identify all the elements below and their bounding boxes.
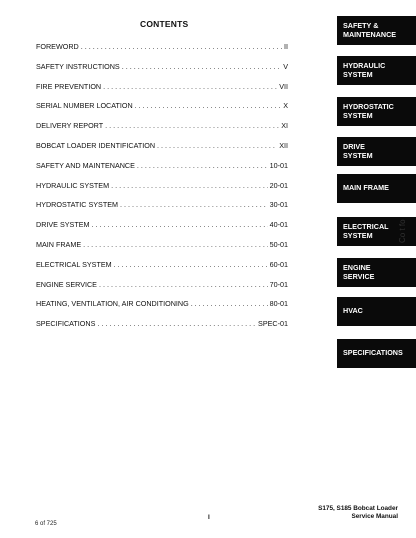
- toc-entry-page: 20-01: [269, 180, 288, 190]
- toc-entry[interactable]: [36, 180, 288, 191]
- section-tab[interactable]: SAFETY & MAINTENANCE: [337, 16, 416, 45]
- toc-leader-dots: [92, 219, 268, 230]
- toc-entry[interactable]: [36, 219, 288, 230]
- toc-entry-page: XII: [279, 141, 288, 150]
- toc-entry[interactable]: [36, 298, 288, 309]
- toc-entry-page: V: [283, 61, 288, 71]
- toc-entry[interactable]: [36, 279, 288, 290]
- toc-entry[interactable]: [36, 100, 288, 111]
- toc-entry[interactable]: [36, 81, 288, 92]
- toc-leader-dots: [157, 140, 277, 151]
- toc-entry[interactable]: [36, 239, 288, 250]
- contents-title: CONTENTS: [140, 19, 189, 29]
- section-tab[interactable]: SPECIFICATIONS: [337, 339, 416, 368]
- toc-entry-page: 80-01: [269, 299, 288, 309]
- toc-leader-dots: [122, 61, 281, 72]
- toc-entry-label: SPECIFICATIONS: [36, 319, 96, 329]
- manual-title-line1: S175, S185 Bobcat Loader: [318, 505, 398, 512]
- toc-entry-page: II: [284, 42, 288, 51]
- toc-entry-label: ENGINE SERVICE: [36, 279, 97, 289]
- toc-entry-page: 70-01: [269, 279, 288, 289]
- toc-leader-dots: [97, 318, 256, 329]
- toc-entry-label: HYDROSTATIC SYSTEM: [36, 200, 118, 210]
- section-tab[interactable]: MAIN FRAME: [337, 174, 416, 203]
- toc-leader-dots: [114, 259, 268, 270]
- toc-leader-dots: [103, 81, 277, 92]
- manual-title: [318, 505, 398, 521]
- toc-entry-label: FIRE PREVENTION: [36, 81, 102, 91]
- toc-entry-page: X: [283, 101, 288, 111]
- toc-entry[interactable]: [36, 160, 288, 171]
- toc-entry-label: MAIN FRAME: [36, 240, 82, 249]
- toc-entry-page: XI: [281, 121, 288, 131]
- toc-entry-label: SAFETY INSTRUCTIONS: [36, 61, 120, 71]
- toc-leader-dots: [99, 279, 268, 290]
- toc-entry[interactable]: [36, 199, 288, 210]
- toc-leader-dots: [191, 298, 268, 309]
- toc-entry[interactable]: [36, 259, 288, 270]
- section-tab[interactable]: HYDROSTATIC SYSTEM: [337, 97, 416, 126]
- toc-entry-page: 60-01: [269, 259, 288, 269]
- toc-leader-dots: [135, 100, 282, 111]
- page-count: 6 of 725: [35, 521, 57, 527]
- toc-entry-label: BOBCAT LOADER IDENTIFICATION: [36, 141, 156, 150]
- toc-entry-page: VII: [279, 81, 288, 91]
- manual-title-line2: Service Manual: [351, 513, 398, 520]
- section-tab[interactable]: HYDRAULIC SYSTEM: [337, 56, 416, 85]
- section-tab[interactable]: ELECTRICAL SYSTEM: [337, 217, 416, 246]
- toc-leader-dots: [83, 239, 267, 250]
- side-margin-text: Co t fo: [398, 219, 407, 243]
- toc-entry-label: FOREWORD: [36, 42, 79, 51]
- toc-leader-dots: [120, 199, 268, 210]
- section-tab[interactable]: HVAC: [337, 297, 416, 326]
- toc-entry-page: 10-01: [269, 160, 288, 170]
- page-number: I: [208, 514, 210, 521]
- toc-entry-page: 30-01: [269, 200, 288, 210]
- section-tab[interactable]: DRIVE SYSTEM: [337, 137, 416, 166]
- toc-entry[interactable]: [36, 318, 288, 329]
- toc-leader-dots: [81, 41, 282, 52]
- toc-entry-label: DELIVERY REPORT: [36, 121, 104, 131]
- toc-entry-label: HYDRAULIC SYSTEM: [36, 180, 110, 190]
- toc-entry-page: 50-01: [269, 240, 288, 249]
- toc-entry-label: ELECTRICAL SYSTEM: [36, 259, 112, 269]
- section-tab[interactable]: ENGINE SERVICE: [337, 258, 416, 287]
- toc-entry[interactable]: [36, 61, 288, 72]
- toc-entry-label: DRIVE SYSTEM: [36, 220, 90, 230]
- toc-entry[interactable]: [36, 120, 288, 131]
- toc-entry-page: 40-01: [269, 220, 288, 230]
- toc-leader-dots: [111, 180, 268, 191]
- toc-entry-label: HEATING, VENTILATION, AIR CONDITIONING: [36, 299, 189, 309]
- toc-leader-dots: [137, 160, 268, 171]
- toc-leader-dots: [105, 120, 279, 131]
- toc-entry-page: SPEC-01: [258, 319, 288, 329]
- toc-entry[interactable]: [36, 140, 288, 151]
- toc-entry-label: SERIAL NUMBER LOCATION: [36, 101, 133, 111]
- toc-entry-label: SAFETY AND MAINTENANCE: [36, 160, 135, 170]
- toc-entry[interactable]: [36, 41, 288, 52]
